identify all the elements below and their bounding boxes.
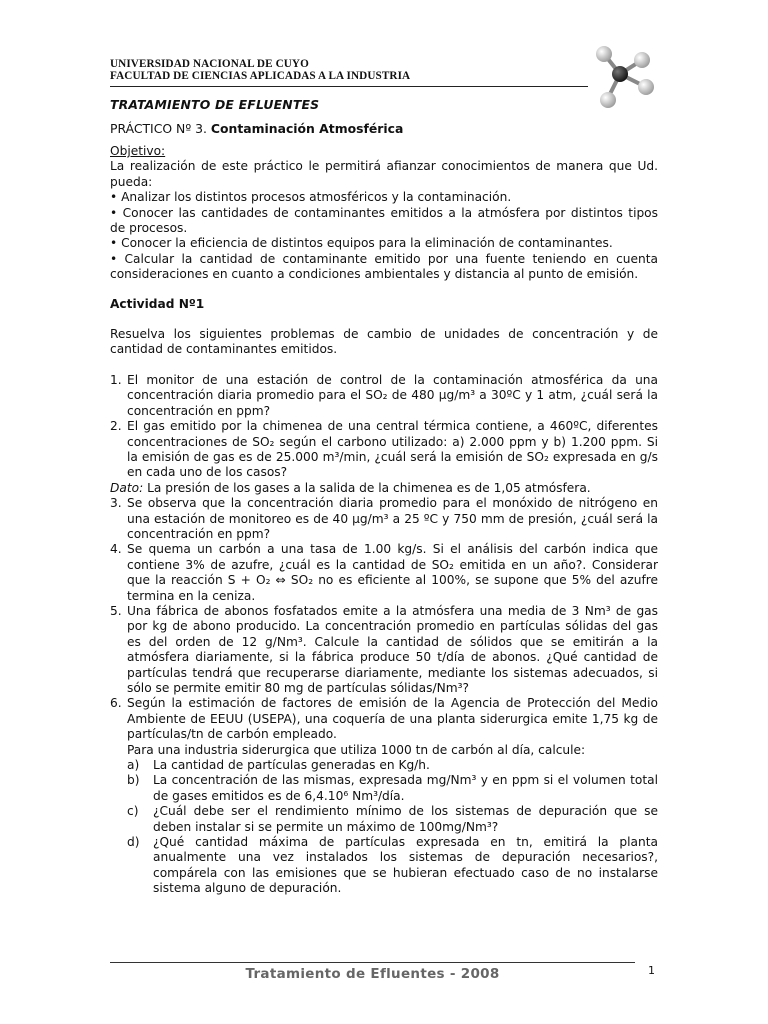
faculty-name: FACULTAD DE CIENCIAS APLICADAS A LA INDUSTRIA: [110, 70, 411, 82]
page-number: 1: [648, 964, 655, 977]
problem-list-continued: [110, 496, 658, 897]
problem-item: 1. El monitor de una estación de control de la contaminación atmosférica da una concentración diaria promedio para el SO₂ de 480 µg/m³ a 30ºC y 1 atm, ¿cuál será la concentración en ppm?: [110, 372, 658, 418]
university-name: UNIVERSIDAD NACIONAL DE CUYO: [110, 58, 309, 70]
molecule-logo-icon: [586, 42, 658, 112]
practico-line: [110, 121, 403, 136]
dato-text: La presión de los gases a la salida de la chimenea es de 1,05 atmósfera.: [143, 480, 591, 495]
objetivo-intro: La realización de este práctico le permitirá afianzar conocimientos de manera que Ud. pueda:: [110, 159, 658, 189]
problem-6-subitems: [127, 758, 658, 897]
problem-6-lead: Para una industria siderurgica que utiliza 1000 tn de carbón al día, calcule:: [127, 742, 586, 757]
sub-item: c) ¿Cuál debe ser el rendimiento mínimo de los sistemas de depuración que se deben instalar si se permite un máximo de 100mg/Nm³?: [127, 804, 658, 834]
actividad-heading: Actividad Nº1: [110, 296, 205, 311]
problem-list: [110, 373, 658, 481]
problem-item: 4. Se quema un carbón a una tasa de 1.00 kg/s. Si el análisis del carbón indica que contiene 3% de azufre, ¿cuál es la cantidad de SO₂ emitida en un año?. Considerar que la reacción S + O₂ ⇔ SO₂ no es eficiente al 100%, se supone que 5% del azufre termina en la ceniza.: [110, 542, 658, 603]
document-title: TRATAMIENTO DE EFLUENTES: [110, 97, 320, 112]
actividad-intro: Resuelva los siguientes problemas de cambio de unidades de concentración y de cantidad de contaminantes emitidos.: [110, 327, 658, 357]
practico-number: PRÁCTICO Nº 3.: [110, 121, 207, 136]
dato-note: [110, 481, 658, 496]
institution-header: [110, 58, 588, 82]
problem-item: 6. Según la estimación de factores de emisión de la Agencia de Protección del Medio Ambiente de EEUU (USEPA), una coquería de una planta siderurgica emite 1,75 kg de partículas/tn de carbón empleado. Para una industria siderurgica que utiliza 1000 tn de carbón al día, calcule: a) La cantidad de partículas generadas en Kg/h. b) La concentración de las mismas, expresada mg/Nm³ y en ppm si el volumen total de gases emitidos es de 6,4.10⁶ Nm³/día. c) ¿Cuál debe ser el rendimiento mínimo de los sistemas de depuración que se deben instalar si se permite un máximo de 100mg/Nm³? d) ¿Qué cantidad máxima de partículas expresada en tn, emitirá la planta anualmente una vez instalados los sistemas de depuración necesarios?, compárela con las emisiones que se hubieran efectuado caso de no instalarse sistema alguno de depuración.: [110, 696, 658, 896]
sub-item: a) La cantidad de partículas generadas en Kg/h.: [127, 758, 430, 773]
objetivo-bullet: • Conocer la eficiencia de distintos equipos para la eliminación de contaminantes.: [110, 236, 613, 251]
sub-item: d) ¿Qué cantidad máxima de partículas expresada en tn, emitirá la planta anualmente una vez instalados los sistemas de depuración necesarios?, compárela con las emisiones que se hubieran efectuado caso de no instalarse sistema alguno de depuración.: [127, 835, 658, 896]
header-divider: [110, 86, 588, 87]
footer-divider: [110, 962, 635, 963]
problem-item: 3. Se observa que la concentración diaria promedio para el monóxido de nitrógeno en una estación de monitoreo es de 40 µg/m³ a 25 ºC y 750 mm de presión, ¿cuál será la concentración en ppm?: [110, 496, 658, 541]
objetivo-bullet: • Calcular la cantidad de contaminante emitido por una fuente teniendo en cuenta consideraciones en cuanto a condiciones ambientales y distancia al punto de emisión.: [110, 251, 658, 282]
document-body: [110, 144, 658, 897]
dato-label: Dato:: [110, 480, 144, 495]
objetivo-heading: Objetivo:: [110, 144, 166, 158]
practico-topic: Contaminación Atmosférica: [210, 121, 404, 136]
objetivo-bullet: • Analizar los distintos procesos atmosféricos y la contaminación.: [110, 190, 512, 205]
objetivo-bullet: • Conocer las cantidades de contaminantes emitidos a la atmósfera por distintos tipos de procesos.: [110, 205, 658, 236]
problem-item: 5. Una fábrica de abonos fosfatados emite a la atmósfera una media de 3 Nm³ de gas por kg de abono producido. La concentración promedio en partículas sólidas del gas es del orden de 12 g/Nm³. Calcule la cantidad de sólidos que se emitirán a la atmósfera diariamente, si la fábrica produce 50 t/día de abonos. ¿Qué cantidad de partículas tendrá que recuperarse diariamente, mediante los sistemas adecuados, si sólo se permite emitir 80 mg de partículas sólidas/Nm³?: [110, 603, 658, 695]
problem-item: 2. El gas emitido por la chimenea de una central térmica contiene, a 460ºC, diferentes concentraciones de SO₂ según el carbono utilizado: a) 2.000 ppm y b) 1.200 ppm. Si la emisión de gas es de 25.000 m³/min, ¿cuál será la emisión de SO₂ expresada en g/s en cada uno de los casos?: [110, 419, 658, 480]
footer-title: Tratamiento de Efluentes - 2008: [245, 966, 500, 982]
sub-item: b) La concentración de las mismas, expresada mg/Nm³ y en ppm si el volumen total de gases emitidos es de 6,4.10⁶ Nm³/día.: [127, 773, 658, 803]
